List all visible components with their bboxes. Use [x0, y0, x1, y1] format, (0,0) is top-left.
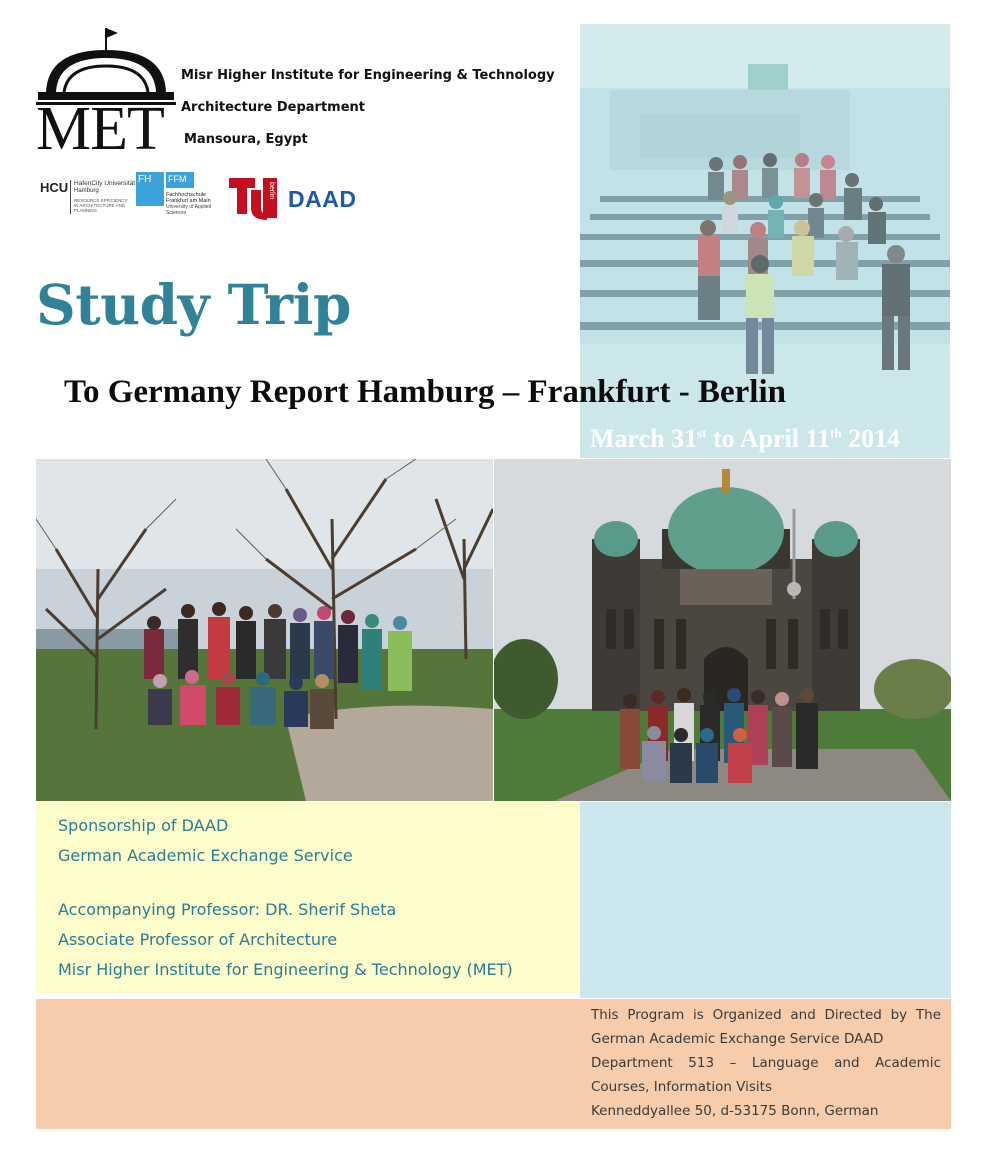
date-end-suffix: th — [830, 425, 842, 441]
date-start: March 31 — [590, 424, 698, 453]
trip-dates — [590, 424, 900, 454]
hcu-logo — [40, 178, 136, 218]
blue-panel — [580, 802, 951, 998]
tu-berlin-text: berlin — [268, 182, 275, 200]
date-year: 2014 — [841, 424, 901, 453]
fh-abbr: FH — [138, 174, 152, 185]
tu-berlin-logo — [227, 174, 279, 220]
professor-institute: Misr Higher Institute for Engineering & Technology (MET) — [58, 960, 513, 979]
organizer-address: Kenneddyallee 50, d-53175 Bonn, German — [591, 1103, 879, 1119]
fh-tagline: University of Applied Sciences — [166, 204, 212, 216]
report-title: Study Trip — [36, 272, 351, 337]
hcu-abbr: HCU — [40, 180, 69, 195]
institute-name: Misr Higher Institute for Engineering & Technology — [181, 68, 555, 83]
hcu-name: HafenCity Universität — [74, 180, 136, 187]
organizer-panel — [36, 999, 951, 1129]
department-name: Architecture Department — [181, 100, 365, 115]
park-scene-icon — [36, 459, 493, 801]
date-start-suffix: st — [697, 425, 707, 441]
met-logo-text: MET — [36, 95, 164, 163]
sponsor-organization: German Academic Exchange Service — [58, 846, 353, 865]
group-photo-park — [36, 459, 493, 801]
fh-name: Fachhochschule Frankfurt am Main — [166, 192, 211, 204]
hcu-city: Hamburg — [74, 188, 99, 194]
professor-title: Associate Professor of Architecture — [58, 930, 338, 949]
sponsor-panel — [36, 802, 580, 993]
organizer-department: Department 513 – Language and Academic Courses, Information Visits — [591, 1055, 941, 1095]
fh-ffm: FFM — [168, 174, 187, 184]
hcu-tagline: RESOURCE EFFICIENCY IN ARCHITECTURE AND PLANNING — [74, 198, 128, 213]
daad-logo: DAAD — [288, 186, 357, 212]
report-subtitle: To Germany Report Hamburg – Frankfurt - Berlin — [64, 374, 786, 410]
sponsor-line: Sponsorship of DAAD — [58, 816, 229, 835]
organizer-statement: This Program is Organized and Directed by The German Academic Exchange Service DAAD — [591, 1007, 941, 1047]
accompanying-professor: Accompanying Professor: DR. Sherif Sheta — [58, 900, 397, 919]
location: Mansoura, Egypt — [184, 132, 308, 147]
berlin-cathedral-icon — [494, 459, 951, 801]
group-photo-berlin-cathedral — [494, 459, 951, 801]
fh-ffm-logo — [136, 172, 226, 220]
date-middle: to April 11 — [706, 424, 831, 453]
